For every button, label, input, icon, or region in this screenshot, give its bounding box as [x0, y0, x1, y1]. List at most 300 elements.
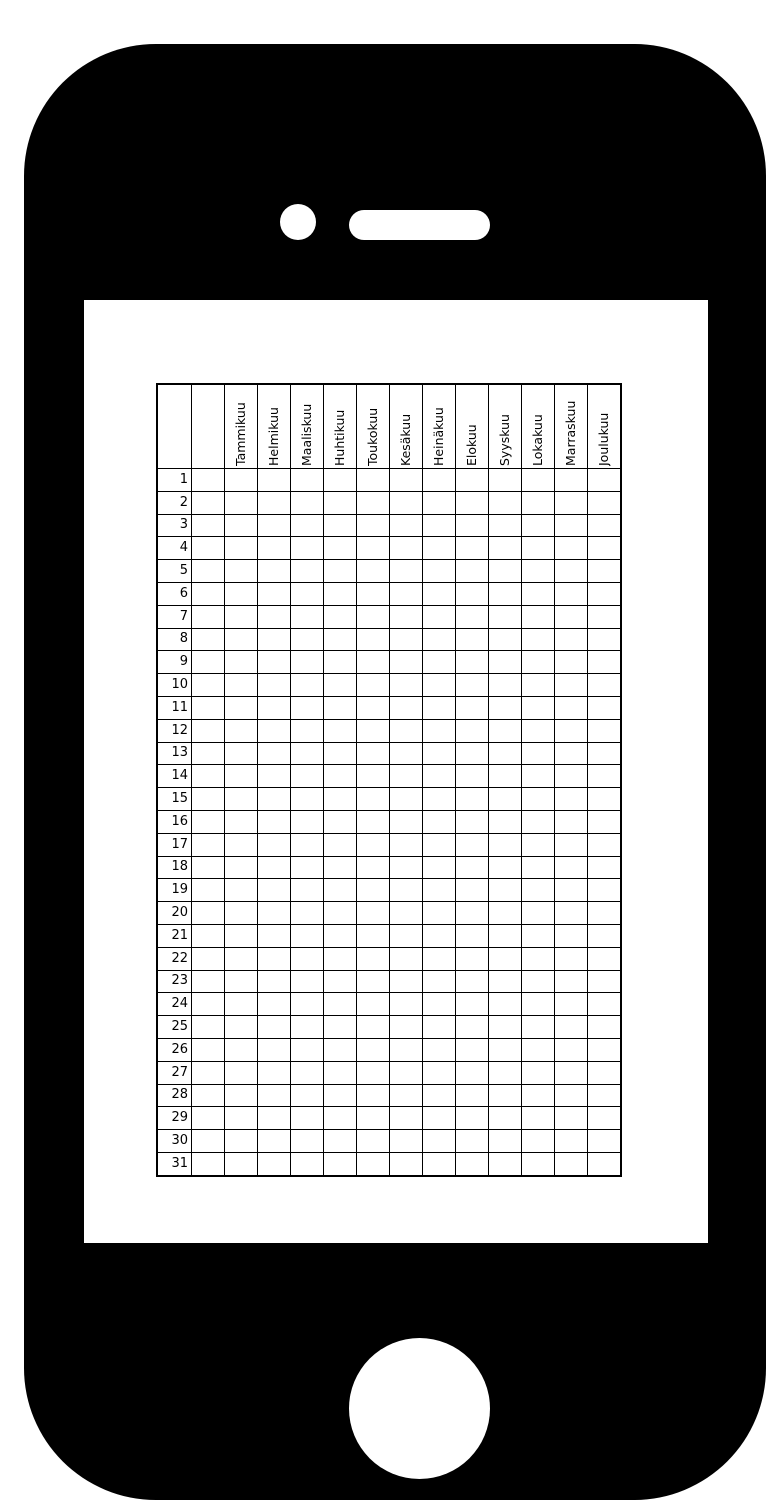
calendar-cell[interactable]	[489, 924, 522, 947]
calendar-cell[interactable]	[555, 628, 588, 651]
calendar-cell[interactable]	[291, 582, 324, 605]
calendar-cell[interactable]	[588, 879, 622, 902]
calendar-cell[interactable]	[522, 491, 555, 514]
calendar-cell[interactable]	[357, 1084, 390, 1107]
calendar-cell[interactable]	[357, 696, 390, 719]
calendar-cell[interactable]	[555, 560, 588, 583]
calendar-cell[interactable]	[390, 788, 423, 811]
calendar-cell[interactable]	[423, 879, 456, 902]
calendar-cell[interactable]	[225, 742, 258, 765]
calendar-cell[interactable]	[291, 1107, 324, 1130]
calendar-cell[interactable]	[522, 947, 555, 970]
calendar-cell[interactable]	[522, 1130, 555, 1153]
calendar-cell[interactable]	[357, 833, 390, 856]
calendar-cell[interactable]	[489, 879, 522, 902]
calendar-cell[interactable]	[423, 537, 456, 560]
calendar-cell[interactable]	[258, 856, 291, 879]
calendar-cell[interactable]	[588, 1061, 622, 1084]
calendar-cell[interactable]	[291, 765, 324, 788]
calendar-cell[interactable]	[456, 810, 489, 833]
calendar-cell[interactable]	[324, 651, 357, 674]
calendar-cell[interactable]	[291, 674, 324, 697]
calendar-cell[interactable]	[291, 537, 324, 560]
calendar-cell[interactable]	[555, 788, 588, 811]
calendar-cell[interactable]	[489, 856, 522, 879]
calendar-cell[interactable]	[588, 491, 622, 514]
calendar-cell[interactable]	[225, 560, 258, 583]
calendar-cell[interactable]	[489, 1038, 522, 1061]
calendar-cell[interactable]	[291, 1130, 324, 1153]
calendar-cell[interactable]	[225, 924, 258, 947]
calendar-cell[interactable]	[225, 1084, 258, 1107]
calendar-cell[interactable]	[423, 469, 456, 492]
calendar-cell[interactable]	[324, 856, 357, 879]
calendar-cell[interactable]	[522, 696, 555, 719]
calendar-cell[interactable]	[588, 788, 622, 811]
calendar-cell[interactable]	[423, 810, 456, 833]
calendar-cell[interactable]	[225, 469, 258, 492]
calendar-cell[interactable]	[588, 696, 622, 719]
calendar-cell[interactable]	[225, 902, 258, 925]
calendar-cell[interactable]	[324, 628, 357, 651]
calendar-cell[interactable]	[555, 1152, 588, 1175]
calendar-cell[interactable]	[588, 765, 622, 788]
calendar-cell[interactable]	[258, 742, 291, 765]
calendar-cell[interactable]	[423, 1107, 456, 1130]
calendar-cell[interactable]	[258, 651, 291, 674]
calendar-cell[interactable]	[555, 742, 588, 765]
calendar-cell[interactable]	[390, 1084, 423, 1107]
calendar-cell[interactable]	[522, 1016, 555, 1039]
calendar-cell[interactable]	[555, 1016, 588, 1039]
calendar-cell[interactable]	[324, 605, 357, 628]
calendar-cell[interactable]	[357, 582, 390, 605]
calendar-cell[interactable]	[357, 719, 390, 742]
calendar-cell[interactable]	[522, 810, 555, 833]
calendar-cell[interactable]	[423, 628, 456, 651]
calendar-cell[interactable]	[489, 902, 522, 925]
calendar-cell[interactable]	[423, 833, 456, 856]
calendar-cell[interactable]	[555, 1084, 588, 1107]
calendar-cell[interactable]	[390, 582, 423, 605]
calendar-cell[interactable]	[357, 924, 390, 947]
calendar-cell[interactable]	[225, 628, 258, 651]
calendar-cell[interactable]	[456, 1038, 489, 1061]
calendar-cell[interactable]	[324, 1107, 357, 1130]
calendar-cell[interactable]	[555, 469, 588, 492]
calendar-cell[interactable]	[390, 514, 423, 537]
calendar-cell[interactable]	[423, 970, 456, 993]
calendar-cell[interactable]	[324, 1016, 357, 1039]
calendar-cell[interactable]	[357, 628, 390, 651]
calendar-cell[interactable]	[423, 605, 456, 628]
calendar-cell[interactable]	[555, 970, 588, 993]
calendar-cell[interactable]	[423, 993, 456, 1016]
calendar-cell[interactable]	[258, 1152, 291, 1175]
calendar-cell[interactable]	[588, 1038, 622, 1061]
calendar-cell[interactable]	[357, 1038, 390, 1061]
calendar-cell[interactable]	[225, 696, 258, 719]
calendar-cell[interactable]	[522, 1152, 555, 1175]
calendar-cell[interactable]	[555, 765, 588, 788]
calendar-cell[interactable]	[555, 1130, 588, 1153]
calendar-cell[interactable]	[258, 469, 291, 492]
calendar-cell[interactable]	[258, 1084, 291, 1107]
calendar-cell[interactable]	[423, 674, 456, 697]
calendar-cell[interactable]	[456, 924, 489, 947]
calendar-cell[interactable]	[291, 696, 324, 719]
calendar-cell[interactable]	[291, 810, 324, 833]
calendar-cell[interactable]	[522, 469, 555, 492]
calendar-cell[interactable]	[489, 628, 522, 651]
calendar-cell[interactable]	[489, 993, 522, 1016]
calendar-cell[interactable]	[555, 1038, 588, 1061]
calendar-cell[interactable]	[291, 1084, 324, 1107]
calendar-cell[interactable]	[258, 719, 291, 742]
calendar-cell[interactable]	[291, 1038, 324, 1061]
calendar-cell[interactable]	[258, 833, 291, 856]
calendar-cell[interactable]	[456, 856, 489, 879]
calendar-cell[interactable]	[588, 1107, 622, 1130]
calendar-cell[interactable]	[390, 1016, 423, 1039]
calendar-cell[interactable]	[555, 537, 588, 560]
calendar-cell[interactable]	[357, 605, 390, 628]
calendar-cell[interactable]	[522, 924, 555, 947]
calendar-cell[interactable]	[324, 582, 357, 605]
calendar-cell[interactable]	[324, 788, 357, 811]
calendar-cell[interactable]	[555, 1061, 588, 1084]
calendar-cell[interactable]	[555, 833, 588, 856]
calendar-cell[interactable]	[390, 1107, 423, 1130]
calendar-cell[interactable]	[489, 605, 522, 628]
calendar-cell[interactable]	[324, 902, 357, 925]
calendar-cell[interactable]	[291, 1016, 324, 1039]
calendar-cell[interactable]	[291, 902, 324, 925]
calendar-cell[interactable]	[291, 628, 324, 651]
calendar-cell[interactable]	[522, 1107, 555, 1130]
calendar-cell[interactable]	[390, 970, 423, 993]
calendar-cell[interactable]	[225, 1061, 258, 1084]
calendar-cell[interactable]	[258, 765, 291, 788]
calendar-cell[interactable]	[588, 514, 622, 537]
calendar-cell[interactable]	[555, 605, 588, 628]
calendar-cell[interactable]	[390, 605, 423, 628]
calendar-cell[interactable]	[489, 674, 522, 697]
calendar-cell[interactable]	[258, 1130, 291, 1153]
calendar-cell[interactable]	[555, 491, 588, 514]
calendar-cell[interactable]	[357, 560, 390, 583]
calendar-cell[interactable]	[423, 1084, 456, 1107]
calendar-cell[interactable]	[555, 924, 588, 947]
calendar-cell[interactable]	[357, 1016, 390, 1039]
calendar-cell[interactable]	[291, 856, 324, 879]
calendar-cell[interactable]	[555, 993, 588, 1016]
calendar-cell[interactable]	[357, 970, 390, 993]
calendar-cell[interactable]	[423, 651, 456, 674]
calendar-cell[interactable]	[324, 674, 357, 697]
calendar-cell[interactable]	[456, 674, 489, 697]
calendar-cell[interactable]	[456, 1016, 489, 1039]
calendar-cell[interactable]	[324, 1130, 357, 1153]
calendar-cell[interactable]	[357, 514, 390, 537]
calendar-cell[interactable]	[258, 696, 291, 719]
calendar-cell[interactable]	[291, 788, 324, 811]
calendar-cell[interactable]	[258, 560, 291, 583]
calendar-cell[interactable]	[489, 765, 522, 788]
calendar-cell[interactable]	[225, 582, 258, 605]
calendar-cell[interactable]	[423, 1130, 456, 1153]
calendar-cell[interactable]	[522, 537, 555, 560]
calendar-cell[interactable]	[291, 719, 324, 742]
calendar-cell[interactable]	[522, 514, 555, 537]
calendar-cell[interactable]	[423, 696, 456, 719]
calendar-cell[interactable]	[390, 491, 423, 514]
calendar-cell[interactable]	[258, 902, 291, 925]
calendar-cell[interactable]	[555, 1107, 588, 1130]
calendar-cell[interactable]	[423, 560, 456, 583]
calendar-cell[interactable]	[522, 628, 555, 651]
calendar-cell[interactable]	[357, 856, 390, 879]
calendar-cell[interactable]	[588, 810, 622, 833]
calendar-cell[interactable]	[357, 742, 390, 765]
calendar-cell[interactable]	[390, 993, 423, 1016]
calendar-cell[interactable]	[357, 469, 390, 492]
calendar-cell[interactable]	[423, 1016, 456, 1039]
calendar-cell[interactable]	[225, 833, 258, 856]
calendar-cell[interactable]	[456, 719, 489, 742]
calendar-cell[interactable]	[324, 469, 357, 492]
calendar-cell[interactable]	[456, 651, 489, 674]
calendar-cell[interactable]	[357, 788, 390, 811]
calendar-cell[interactable]	[489, 1016, 522, 1039]
calendar-cell[interactable]	[225, 651, 258, 674]
calendar-cell[interactable]	[291, 947, 324, 970]
calendar-cell[interactable]	[291, 879, 324, 902]
calendar-cell[interactable]	[588, 833, 622, 856]
calendar-cell[interactable]	[522, 651, 555, 674]
calendar-cell[interactable]	[588, 742, 622, 765]
calendar-cell[interactable]	[489, 651, 522, 674]
calendar-cell[interactable]	[522, 582, 555, 605]
calendar-cell[interactable]	[357, 491, 390, 514]
calendar-cell[interactable]	[258, 879, 291, 902]
calendar-cell[interactable]	[324, 1038, 357, 1061]
calendar-cell[interactable]	[489, 582, 522, 605]
calendar-cell[interactable]	[489, 970, 522, 993]
calendar-cell[interactable]	[489, 719, 522, 742]
calendar-cell[interactable]	[390, 879, 423, 902]
calendar-cell[interactable]	[258, 788, 291, 811]
calendar-cell[interactable]	[555, 719, 588, 742]
calendar-cell[interactable]	[258, 582, 291, 605]
calendar-cell[interactable]	[522, 605, 555, 628]
calendar-cell[interactable]	[324, 696, 357, 719]
calendar-cell[interactable]	[522, 993, 555, 1016]
calendar-cell[interactable]	[456, 742, 489, 765]
calendar-cell[interactable]	[390, 1038, 423, 1061]
calendar-cell[interactable]	[588, 1130, 622, 1153]
calendar-cell[interactable]	[225, 1107, 258, 1130]
calendar-cell[interactable]	[588, 902, 622, 925]
calendar-cell[interactable]	[423, 514, 456, 537]
calendar-cell[interactable]	[456, 902, 489, 925]
calendar-cell[interactable]	[423, 491, 456, 514]
calendar-cell[interactable]	[456, 970, 489, 993]
calendar-cell[interactable]	[225, 605, 258, 628]
calendar-cell[interactable]	[489, 1061, 522, 1084]
calendar-cell[interactable]	[225, 1016, 258, 1039]
calendar-cell[interactable]	[522, 856, 555, 879]
calendar-cell[interactable]	[258, 537, 291, 560]
calendar-cell[interactable]	[225, 970, 258, 993]
calendar-cell[interactable]	[258, 514, 291, 537]
calendar-cell[interactable]	[588, 1084, 622, 1107]
calendar-cell[interactable]	[291, 469, 324, 492]
calendar-cell[interactable]	[489, 742, 522, 765]
calendar-cell[interactable]	[489, 1107, 522, 1130]
calendar-cell[interactable]	[588, 582, 622, 605]
calendar-cell[interactable]	[390, 902, 423, 925]
calendar-cell[interactable]	[225, 1130, 258, 1153]
calendar-cell[interactable]	[489, 514, 522, 537]
calendar-cell[interactable]	[390, 674, 423, 697]
calendar-cell[interactable]	[456, 1061, 489, 1084]
calendar-cell[interactable]	[258, 491, 291, 514]
calendar-cell[interactable]	[588, 628, 622, 651]
calendar-cell[interactable]	[390, 1152, 423, 1175]
calendar-cell[interactable]	[291, 514, 324, 537]
calendar-cell[interactable]	[489, 810, 522, 833]
calendar-cell[interactable]	[258, 1016, 291, 1039]
calendar-cell[interactable]	[225, 856, 258, 879]
calendar-cell[interactable]	[291, 1152, 324, 1175]
calendar-cell[interactable]	[225, 947, 258, 970]
calendar-cell[interactable]	[456, 469, 489, 492]
calendar-cell[interactable]	[390, 696, 423, 719]
calendar-cell[interactable]	[357, 993, 390, 1016]
calendar-cell[interactable]	[522, 742, 555, 765]
calendar-cell[interactable]	[357, 651, 390, 674]
calendar-cell[interactable]	[324, 1061, 357, 1084]
calendar-cell[interactable]	[357, 1061, 390, 1084]
calendar-cell[interactable]	[291, 924, 324, 947]
calendar-cell[interactable]	[489, 788, 522, 811]
calendar-cell[interactable]	[291, 970, 324, 993]
calendar-cell[interactable]	[588, 651, 622, 674]
calendar-cell[interactable]	[291, 560, 324, 583]
calendar-cell[interactable]	[588, 1152, 622, 1175]
calendar-cell[interactable]	[225, 1152, 258, 1175]
calendar-cell[interactable]	[225, 514, 258, 537]
calendar-cell[interactable]	[588, 947, 622, 970]
calendar-cell[interactable]	[357, 765, 390, 788]
calendar-cell[interactable]	[423, 856, 456, 879]
calendar-cell[interactable]	[225, 719, 258, 742]
calendar-cell[interactable]	[225, 537, 258, 560]
calendar-cell[interactable]	[291, 742, 324, 765]
calendar-cell[interactable]	[555, 810, 588, 833]
calendar-cell[interactable]	[324, 1152, 357, 1175]
calendar-cell[interactable]	[423, 947, 456, 970]
calendar-cell[interactable]	[588, 924, 622, 947]
calendar-cell[interactable]	[357, 947, 390, 970]
calendar-cell[interactable]	[423, 742, 456, 765]
calendar-cell[interactable]	[456, 605, 489, 628]
calendar-cell[interactable]	[522, 970, 555, 993]
calendar-cell[interactable]	[588, 674, 622, 697]
calendar-cell[interactable]	[456, 1152, 489, 1175]
calendar-cell[interactable]	[588, 856, 622, 879]
calendar-cell[interactable]	[588, 560, 622, 583]
calendar-cell[interactable]	[456, 514, 489, 537]
calendar-cell[interactable]	[258, 947, 291, 970]
calendar-cell[interactable]	[390, 856, 423, 879]
calendar-cell[interactable]	[357, 879, 390, 902]
calendar-cell[interactable]	[225, 1038, 258, 1061]
calendar-cell[interactable]	[588, 605, 622, 628]
calendar-cell[interactable]	[258, 970, 291, 993]
calendar-cell[interactable]	[291, 1061, 324, 1084]
calendar-cell[interactable]	[324, 810, 357, 833]
calendar-cell[interactable]	[357, 1130, 390, 1153]
calendar-cell[interactable]	[423, 582, 456, 605]
calendar-cell[interactable]	[324, 560, 357, 583]
calendar-cell[interactable]	[258, 993, 291, 1016]
calendar-cell[interactable]	[456, 582, 489, 605]
calendar-cell[interactable]	[291, 993, 324, 1016]
calendar-cell[interactable]	[291, 491, 324, 514]
calendar-cell[interactable]	[390, 947, 423, 970]
calendar-cell[interactable]	[390, 469, 423, 492]
calendar-cell[interactable]	[489, 696, 522, 719]
calendar-cell[interactable]	[456, 947, 489, 970]
calendar-cell[interactable]	[555, 947, 588, 970]
calendar-cell[interactable]	[522, 879, 555, 902]
calendar-cell[interactable]	[324, 947, 357, 970]
calendar-cell[interactable]	[522, 719, 555, 742]
calendar-cell[interactable]	[258, 605, 291, 628]
calendar-cell[interactable]	[390, 560, 423, 583]
calendar-cell[interactable]	[522, 1084, 555, 1107]
calendar-cell[interactable]	[258, 1038, 291, 1061]
calendar-cell[interactable]	[456, 560, 489, 583]
calendar-cell[interactable]	[357, 810, 390, 833]
calendar-cell[interactable]	[390, 742, 423, 765]
calendar-cell[interactable]	[489, 1152, 522, 1175]
calendar-cell[interactable]	[390, 1130, 423, 1153]
calendar-cell[interactable]	[522, 560, 555, 583]
calendar-cell[interactable]	[522, 833, 555, 856]
calendar-cell[interactable]	[489, 947, 522, 970]
calendar-cell[interactable]	[225, 810, 258, 833]
calendar-cell[interactable]	[588, 993, 622, 1016]
calendar-cell[interactable]	[423, 765, 456, 788]
calendar-cell[interactable]	[324, 833, 357, 856]
calendar-cell[interactable]	[324, 993, 357, 1016]
calendar-cell[interactable]	[456, 879, 489, 902]
calendar-cell[interactable]	[390, 765, 423, 788]
calendar-cell[interactable]	[390, 810, 423, 833]
calendar-cell[interactable]	[225, 993, 258, 1016]
calendar-cell[interactable]	[258, 924, 291, 947]
calendar-cell[interactable]	[588, 970, 622, 993]
calendar-cell[interactable]	[357, 674, 390, 697]
calendar-cell[interactable]	[357, 537, 390, 560]
calendar-cell[interactable]	[423, 1061, 456, 1084]
calendar-cell[interactable]	[357, 902, 390, 925]
calendar-cell[interactable]	[522, 674, 555, 697]
calendar-cell[interactable]	[456, 1084, 489, 1107]
